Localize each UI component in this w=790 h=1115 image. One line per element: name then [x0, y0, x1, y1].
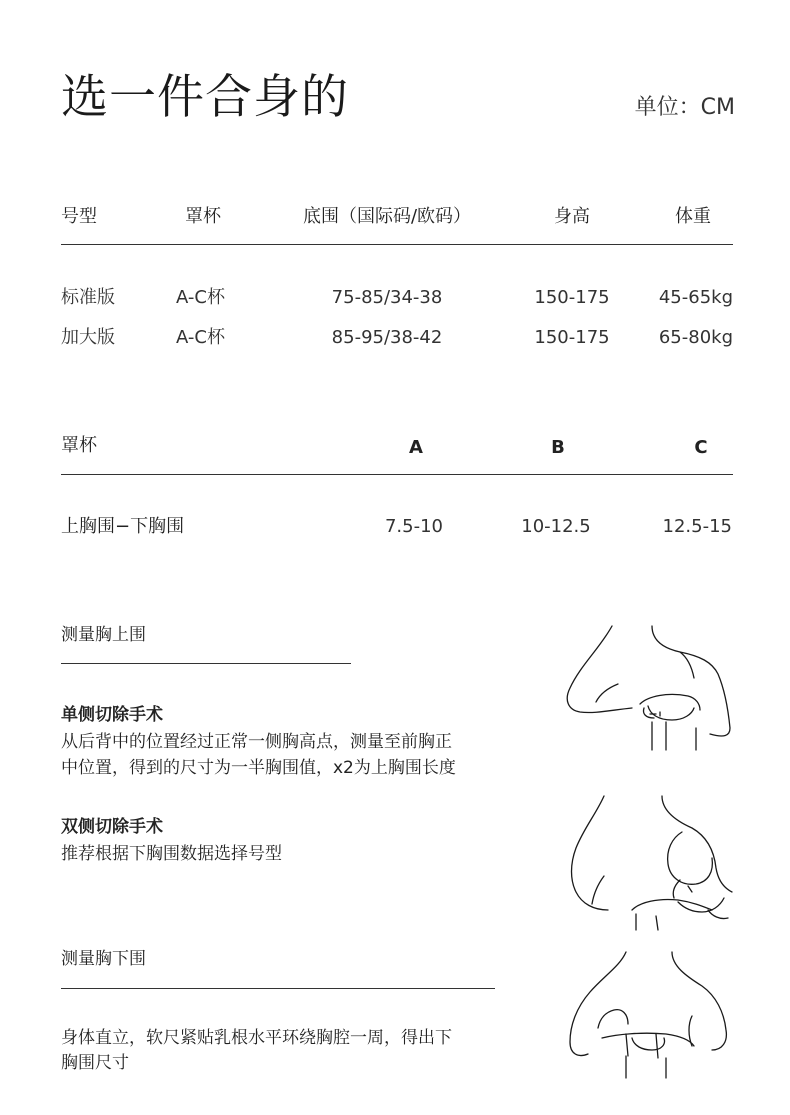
measure-lower-text-1: 身体直立，软尺紧贴乳根水平环绕胸腔一周，得出下 — [61, 1028, 452, 1048]
size-row-model: 标准版 — [61, 287, 115, 308]
measure-upper-heading: 测量胸上围 — [61, 625, 146, 645]
size-row-cup: A-C杯 — [176, 327, 225, 348]
measure-upper-divider — [61, 663, 351, 664]
cup-header-b: B — [551, 437, 565, 458]
double-surgery-title: 双侧切除手术 — [61, 817, 163, 837]
size-table-divider — [61, 244, 733, 245]
size-row-weight: 45-65kg — [658, 287, 733, 308]
measure-lower-heading: 测量胸下围 — [61, 949, 146, 969]
size-header-cup: 罩杯 — [185, 206, 221, 227]
size-row-band: 75-85/34-38 — [331, 287, 443, 308]
size-header-height: 身高 — [554, 206, 590, 227]
size-row-height: 150-175 — [534, 287, 610, 308]
measure-lower-divider — [61, 988, 495, 989]
size-row-weight: 65-80kg — [658, 327, 733, 348]
measure-lower-text-2: 胸围尺寸 — [61, 1053, 129, 1073]
torso-illustration-upper-double — [562, 792, 738, 932]
unit-label: 单位：CM — [634, 95, 735, 120]
cup-row-b: 10-12.5 — [521, 516, 591, 537]
torso-illustration-lower — [562, 946, 738, 1081]
size-header-weight: 体重 — [675, 206, 711, 227]
cup-table-divider — [61, 474, 733, 475]
double-surgery-text: 推荐根据下胸围数据选择号型 — [61, 844, 282, 864]
size-header-band: 底围（国际码/欧码） — [302, 206, 472, 227]
cup-header-c: C — [694, 437, 708, 458]
cup-row-c: 12.5-15 — [662, 516, 732, 537]
torso-illustration-upper-single — [560, 618, 740, 753]
single-surgery-title: 单侧切除手术 — [61, 705, 163, 725]
cup-header-label: 罩杯 — [61, 435, 97, 456]
size-row-height: 150-175 — [534, 327, 610, 348]
size-row-model: 加大版 — [61, 327, 115, 348]
single-surgery-text-1: 从后背中的位置经过正常一侧胸高点，测量至前胸正 — [61, 732, 452, 752]
size-row-band: 85-95/38-42 — [331, 327, 443, 348]
cup-row-label: 上胸围−下胸围 — [61, 516, 185, 537]
size-header-model: 号型 — [61, 206, 97, 227]
size-row-cup: A-C杯 — [176, 287, 225, 308]
single-surgery-text-2: 中位置，得到的尺寸为一半胸围值，x2为上胸围长度 — [61, 758, 456, 778]
page-title: 选一件合身的 — [61, 70, 349, 125]
cup-header-a: A — [409, 437, 423, 458]
cup-row-a: 7.5-10 — [384, 516, 444, 537]
